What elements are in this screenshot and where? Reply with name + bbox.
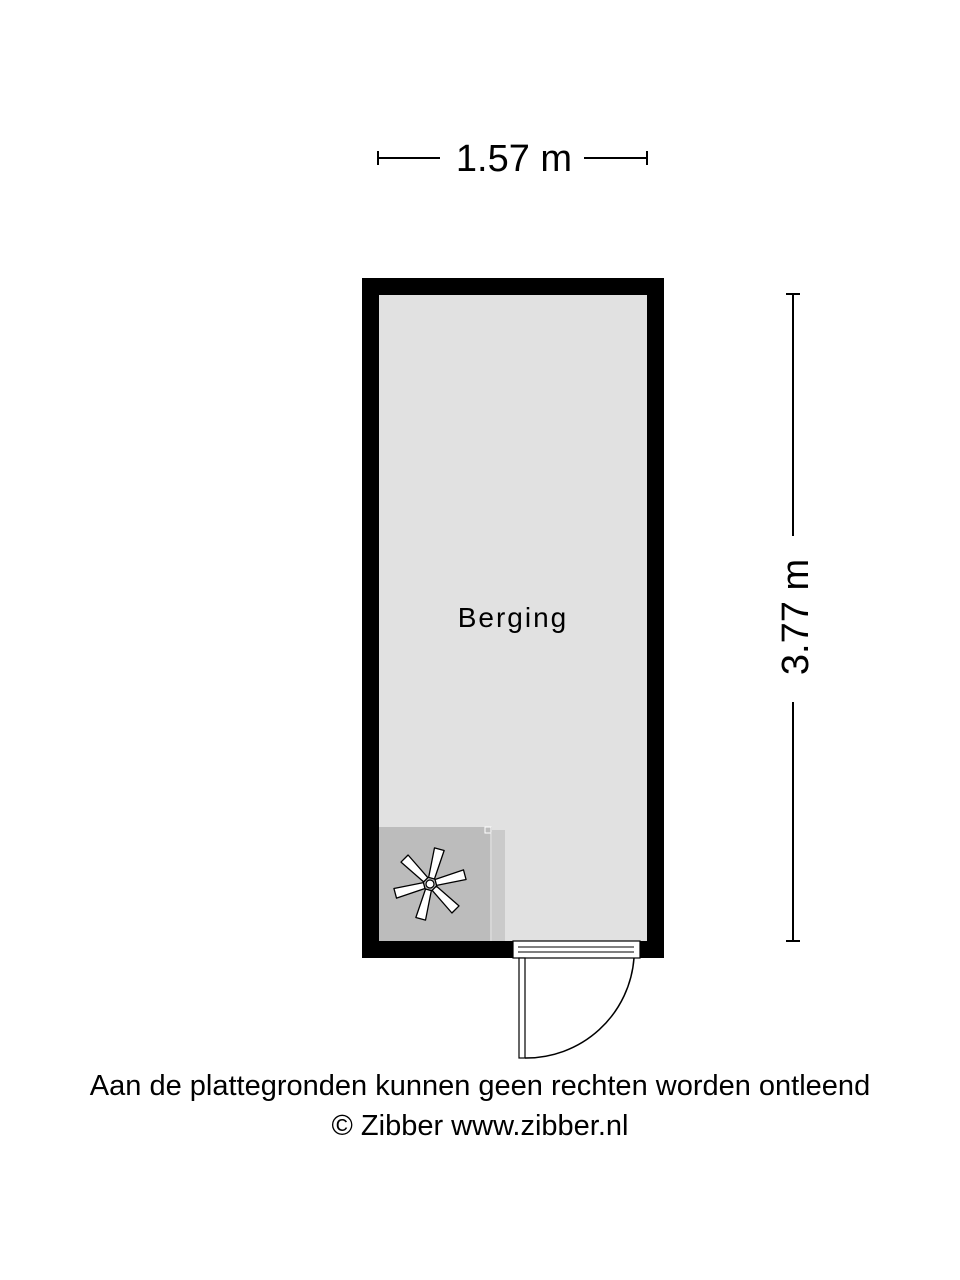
width-dimension bbox=[378, 138, 647, 180]
wall-bottom-left bbox=[362, 941, 513, 958]
ventilation-unit bbox=[379, 827, 505, 941]
depth-dimension bbox=[775, 294, 817, 941]
wall-top bbox=[362, 278, 664, 295]
wall-left bbox=[362, 278, 379, 958]
door-leaf bbox=[519, 958, 525, 1058]
room-berging bbox=[362, 278, 664, 958]
copyright-text: © Zibber www.zibber.nl bbox=[331, 1110, 629, 1142]
wall-bottom-right bbox=[640, 941, 664, 958]
wall-right bbox=[647, 278, 664, 958]
door bbox=[513, 941, 640, 1058]
door-threshold bbox=[513, 941, 640, 958]
disclaimer-text: Aan de plattegronden kunnen geen rechten worden ontleend bbox=[89, 1070, 871, 1102]
depth-dimension-label: 3.77 m bbox=[775, 558, 817, 676]
width-dimension-label: 1.57 m bbox=[455, 138, 573, 180]
room-label-berging: Berging bbox=[457, 602, 569, 633]
door-swing-arc bbox=[525, 958, 634, 1058]
fan-hub bbox=[426, 880, 434, 888]
